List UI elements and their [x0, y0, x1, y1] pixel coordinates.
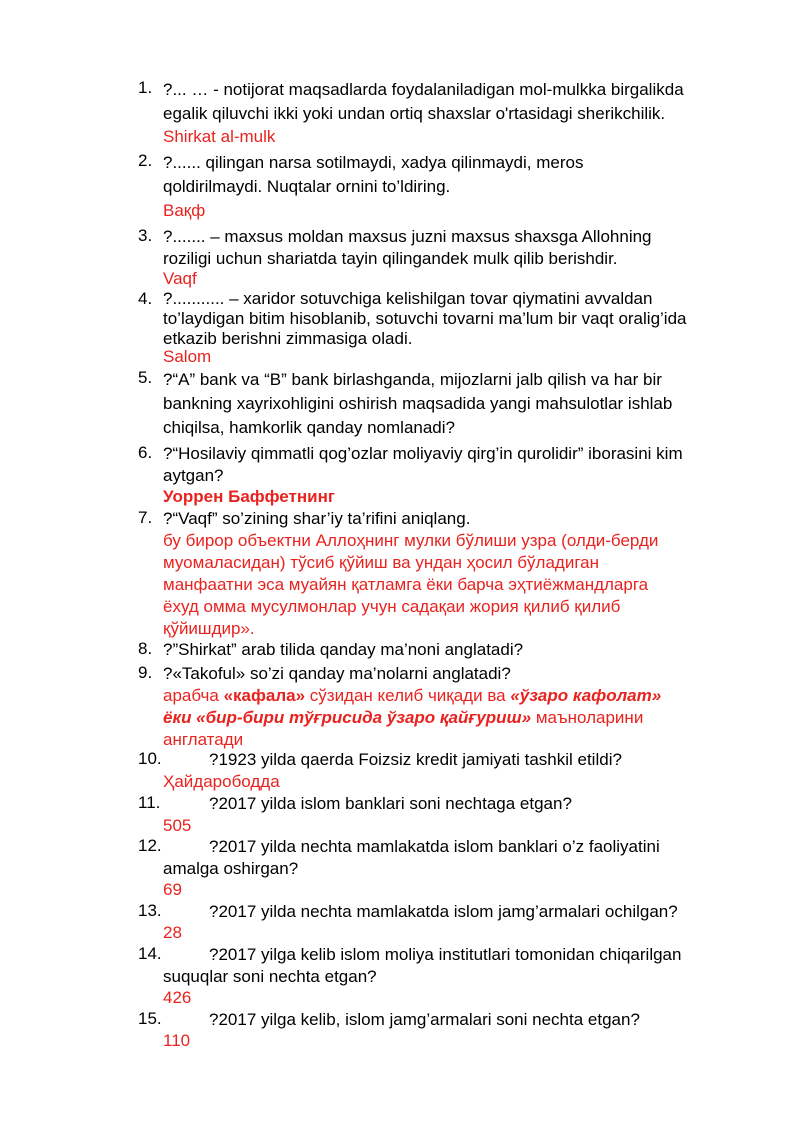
question-text: ?«Takoful» so’zi qanday ma’nolarni anglatadi? [163, 664, 511, 683]
question-text: ?“Vaqf” so’zining shar’iy ta’rifini aniqlang. [163, 509, 471, 528]
question-text-continued: amalga oshirgan? [163, 859, 299, 878]
answer-text: Vaqf [163, 269, 197, 288]
answer-text: 28 [163, 923, 182, 942]
question-number: 10. [138, 749, 162, 768]
question-number: 15. [138, 1009, 162, 1028]
question-number: 11. [138, 793, 161, 812]
question-text: ?1923 yilda qaerda Foizsiz kredit jamiyati tashkil etildi? [209, 750, 622, 769]
answer-text: 505 [163, 816, 192, 835]
answer-text: 110 [163, 1031, 191, 1050]
question-text: ?2017 yilda nechta mamlakatda islom jamg’armalari ochilgan? [209, 902, 678, 921]
question-text: ?... … - notijorat maqsadlarda foydalaniladigan mol-mulkka birgalikda egalik qiluvchi ikki yoki undan ortiq shaxslar o'rtasidagi sherikchilik. [163, 80, 684, 123]
answer-text: Salom [163, 347, 212, 366]
answer-text: 69 [163, 880, 182, 899]
question-number: 12. [138, 836, 162, 855]
answer-text: 426 [163, 988, 192, 1007]
question-number: 8. [138, 639, 153, 658]
question-text: ?“Hosilaviy qimmatli qog’ozlar moliyaviy qirg’in qurolidir” iborasini kim aytgan? [163, 444, 683, 485]
question-number: 9. [138, 663, 153, 682]
question-text: ?2017 yilda nechta mamlakatda islom banklari o’z faoliyatini [209, 837, 660, 856]
answer-text: Ҳайдарободда [163, 772, 280, 791]
question-text: ?....... – maxsus moldan maxsus juzni maxsus shaxsga Allohning roziligi uchun shariatda tayin qilingandek mulk qilib berishdir. [163, 227, 652, 268]
question-number: 3. [138, 226, 153, 245]
question-text-continued: suquqlar soni nechta etgan? [163, 967, 377, 986]
question-text: ?“A” bank va “B” bank birlashganda, mijozlarni jalb qilish va har bir bankning xayrixohligini oshirish maqsadida yangi mahsulotlar ishlab chiqilsa, hamkorlik qanday nomlanadi? [163, 370, 673, 437]
answer-text: бу бирор объектни Аллоҳнинг мулки бўлиши узра (олди-берди муомаласидан) тўсиб қўйиш ва ундан ҳосил бўладиган манфаатни эса муайян қатламга ёки барча эҳтиёжмандларга ёхуд омма мусулмонлар учун садақаи жория қилиб қилиб қўйишдир». [163, 531, 659, 638]
answer-text: арабча «кафала» сўзидан келиб чиқади ва «ўзаро кафолат» ёки «бир-бири тўғрисида ўзаро қайғуриш» маъноларини англатади [163, 686, 662, 749]
answer-text: Shirkat al-mulk [163, 127, 276, 146]
answer-text: Уоррен Баффетнинг [163, 487, 335, 506]
question-text: ?........... – xaridor sotuvchiga kelishilgan tovar qiymatini avvaldan to’laydigan bitim hisoblanib, sotuvchi tovarni ma’lum bir vaqt oralig’ida etkazib berishni zimmasiga oladi. [163, 289, 687, 348]
question-text: ?...... qilingan narsa sotilmaydi, xadya qilinmaydi, meros qoldirilmaydi. Nuqtalar ornini to’ldiring. [163, 153, 584, 196]
question-number: 6. [138, 443, 153, 462]
question-number: 14. [138, 944, 162, 963]
question-text: ?2017 yilda islom banklari soni nechtaga etgan? [209, 794, 572, 813]
question-number: 2. [138, 151, 153, 170]
answer-text: Вақф [163, 201, 206, 220]
question-number: 13. [138, 901, 162, 920]
question-text: ?2017 yilga kelib, islom jamg’armalari soni nechta etgan? [209, 1010, 640, 1029]
question-number: 4. [138, 289, 153, 308]
question-text: ?”Shirkat” arab tilida qanday ma’noni anglatadi? [163, 640, 524, 659]
question-number: 5. [138, 368, 153, 387]
question-number: 1. [138, 78, 153, 97]
question-text: ?2017 yilga kelib islom moliya institutlari tomonidan chiqarilgan [209, 945, 682, 964]
question-number: 7. [138, 508, 153, 527]
